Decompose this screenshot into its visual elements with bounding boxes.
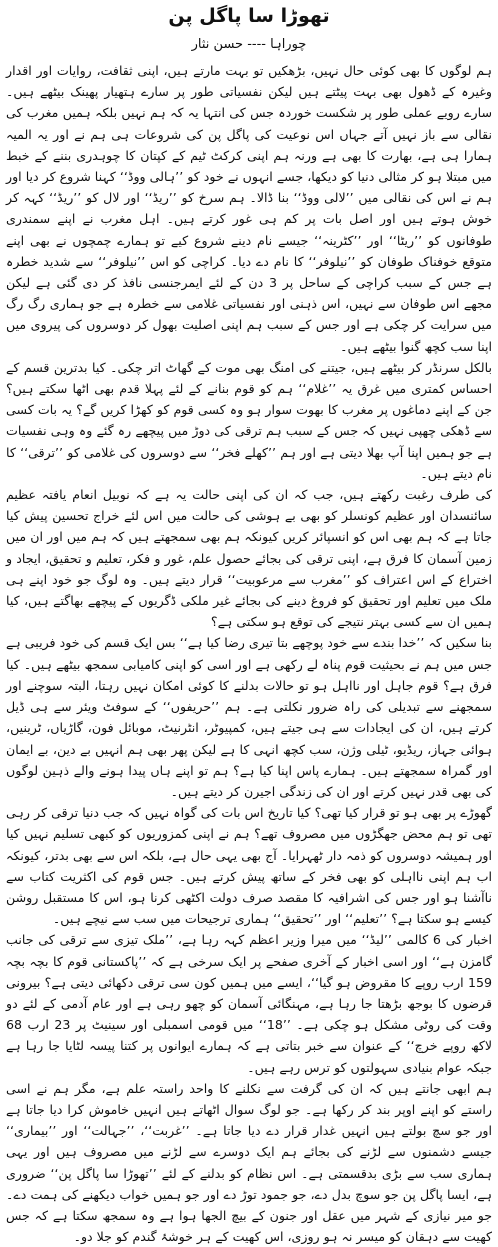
body-paragraph: بالکل سرنڈر کر بیٹھے ہیں، جیتنے کی امنگ بھی موت کے گھاٹ اتر چکی۔ کیا بدترین قسم کے احساس کمتری میں غرق یہ ’’غلام‘‘ ہم کو قوم بنانے کے لئے پہلا قدم بھی اٹھا سکتے ہیں؟ جن کے اپنے دماغوں پر مغرب کا بھوت سوار ہو وہ کسی قوم کو کھڑا کریں گے؟ یہ بات کسی سے ڈھکی چھپی نہیں کہ جس کے سبب ہم ترقی کی دوڑ میں پیچھے رہ گئے وہ وہی نفسیات ہے جو ہمیں اپنا آپ بھلا دیتی ہے اور ہم ’’کھلے فخر‘‘ سے دوسروں کی غلامی کو ’’ترقی‘‘ کا نام دیتے ہیں۔ xyxy=(6,359,492,481)
column-byline: چوراہا ---- حسن نثار xyxy=(191,37,307,52)
column-title: تھوڑا سا پاگل پن xyxy=(168,5,330,27)
body-paragraph: ہم ابھی جانتے ہیں کہ ان کی گرفت سے نکلنے کا واحد راستہ علم ہے، مگر ہم نے اسی راستے کو اپنے اوپر بند کر رکھا ہے۔ جو لوگ سوال اٹھاتے ہیں انہیں خاموش کرا دیا جاتا ہے اور جو سچ بولتے ہیں انہیں غدار قرار دے دیا جاتا ہے۔ ’’غربت‘‘، ’’جہالت‘‘ اور ’’بیماری‘‘ جیسے دشمنوں سے لڑنے کی بجائے ہم ایک دوسرے سے لڑنے میں مصروف ہیں اور یہی ہماری سب سے بڑی بدقسمتی ہے۔ اس نظام کو بدلنے کے لئے ’’تھوڑا سا پاگل پن‘‘ ضروری ہے، ایسا پاگل پن جو سوچ بدل دے، جو جمود توڑ دے اور جو ہمیں خواب دیکھنے کی ہمت دے۔ جو میر نیازی کے شہر میں عقل اور جنون کے بیچ الجھا ہوا ہے وہ سمجھ سکتا ہے کہ جس کھیت سے دہقان کو میسر نہ ہو روزی، اس کھیت کے ہر خوشۂ گندم کو جلا دو۔ xyxy=(6,1080,492,1245)
body-paragraph: کی طرف رغبت رکھتے ہیں، جب کہ ان کی اپنی حالت یہ ہے کہ نوبیل انعام یافتہ عظیم سائنسدان اور عظیم کونسلر کو بھی بے ہوشی کی حالت میں اس لئے خراج تحسین پیش کیا جاتا ہے کہ ہم بھی اس کو انسپائر کریں کیونکہ ہم بھی سمجھتے ہیں کہ ہم میں اور ان میں زمین آسمان کا فرق ہے، اپنی ترقی کی بجائے حصول علم، غور و فکر، تعلیم و تحقیق، ایجاد و اختراع کے اس اعتراف کو ’’مغرب سے مرعوبیت‘‘ قرار دیتے ہیں۔ وہ لوگ جو خود اپنے ہی ملک میں تعلیم اور تحقیق کو فروغ دینے کی بجائے غیر ملکی ڈگریوں کے پیچھے بھاگتے ہیں، کیا ہمیں ان سے کسی بہتر نتیجے کی توقع ہو سکتی ہے؟ xyxy=(6,487,492,630)
column-body xyxy=(6,60,493,1245)
body-paragraph: گھوڑے پر بھی ہو تو قرار کیا تھی؟ کیا تاریخ اس بات کی گواہ نہیں کہ جب دنیا ترقی کر رہی تھی تو ہم محض جھگڑوں میں مصروف تھے؟ ہم نے اپنی کمزوریوں کو کبھی تسلیم نہیں کیا اور ہمیشہ دوسروں کو ذمہ دار ٹھہرایا۔ آج بھی یہی حال ہے، بلکہ اس سے بھی بدتر، کیونکہ اب ہم اپنی نااہلی کو بھی فخر کے ساتھ پیش کرتے ہیں۔ جس قوم کی اکثریت کتاب سے ناآشنا ہو اور جس کی اشرافیہ کا مقصد صرف دولت اکٹھی کرنا ہو، اس کا مستقبل روشن کیسے ہو سکتا ہے؟ ’’تعلیم‘‘ اور ’’تحقیق‘‘ ہماری ترجیحات میں سب سے نیچے ہیں۔ xyxy=(6,805,492,927)
body-paragraph: بنا سکیں کہ ’’خدا بندے سے خود پوچھے بتا تیری رضا کیا ہے‘‘ بس ایک قسم کی خود فریبی ہے جس میں ہم نے بحیثیت قوم پناہ لے رکھی ہے اور اسی کو اپنی کامیابی سمجھ بیٹھے ہیں۔ کیا فرق ہے؟ قوم جاہل اور نااہل ہو تو حالات بدلنے کا کوئی امکان نہیں رہتا، البتہ سوچنے اور سمجھنے سے تبدیلی کی راہ ضرور نکلتی ہے۔ ہم ’’حریفوں‘‘ کے سوفٹ ویئر سے ہی ڈیل کرتے ہیں، ان کی ایجادات سے ہی جیتے ہیں، کمپیوٹر، انٹرنیٹ، موبائل فون، گاڑیاں، ٹرینیں، ہوائی جہاز، ریڈیو، ٹیلی وژن، سب کچھ انہی کا ہے لیکن پھر بھی ہم انہیں بے دین، بے ایمان اور گمراہ سمجھتے ہیں۔ ہمارے پاس اپنا کیا ہے؟ ہم تو اپنے ہاں پیدا ہونے والے ذہین لوگوں کی بھی قدر نہیں کرتے اور ان کی زندگی اجیرن کر دیتے ہیں۔ xyxy=(6,635,492,799)
body-paragraph: اخبار کی 6 کالمی ’’لیڈ‘‘ میں میرا وزیر اعظم کہہ رہا ہے، ’’ملک تیزی سے ترقی کی جانب گامزن ہے‘‘ اور اسی اخبار کے آخری صفحے پر ایک سرخی ہے کہ ’’پاکستانی قوم کا بچہ بچہ 159 ارب روپے کا مقروض ہو گیا‘‘، ایسے میں ہمیں کون سی ترقی دکھائی دیتی ہے؟ بیرونی قرضوں کا بوجھ بڑھتا جا رہا ہے، مہنگائی آسمان کو چھو رہی ہے اور عام آدمی کے لئے دو وقت کی روٹی مشکل ہو چکی ہے۔ ’’18‘‘ میں قومی اسمبلی اور سینیٹ پر 23 ارب 68 لاکھ روپے خرچ‘‘ کے عنوان سے خبر بتاتی ہے کہ ہمارے ایوانوں پر کتنا پیسہ لٹایا جا رہا ہے جبکہ عوام بنیادی سہولتوں کو ترس رہے ہیں۔ xyxy=(6,932,492,1075)
body-paragraph: ہم لوگوں کا بھی کوئی حال نہیں، بڑھکیں تو بہت مارتے ہیں، اپنی ثقافت، روایات اور اقدار وغیرہ کے ڈھول بھی بہت پیٹتے ہیں لیکن نفسیاتی طور پر سارے ہتھیار پھینک بیٹھے ہیں۔ سارے رویے عملی طور پر شکست خوردہ جس کی انتہا یہ کہ ہم نہیں بلکہ ہمیں مغرب کی نقالی سے باز نہیں آتے جہاں اس نوعیت کی پاگل پن کی شروعات ہی ہم نے اور یہ المیہ ہمارا ہی ہے، بھارت کا بھی ہے ورنہ ہم اپنی کرکٹ ٹیم کے کپتان کا چوہدری بننے کے خبط میں مبتلا ہو کر مثالی دنیا کو دیکھا، جسے انہوں نے خود کو ’’ہالی ووڈ‘‘ کہنا شروع کر دیا اور ہم نے اس کی نقالی میں ’’لالی ووڈ‘‘ بنا ڈالا۔ ہم سرخ کو ’’ریڈ‘‘ اور لال کو ’’ریڈ‘‘ کہہ کر خوش ہوتے ہیں اور اصل بات پر کم ہی غور کرتے ہیں۔ اہل مغرب نے اپنے سمندری طوفانوں کو ’’ریٹا‘‘ اور ’’کٹرینہ‘‘ جیسے نام دینے شروع کیے تو ہمارے چمچوں نے بھی اپنے متوقع خوفناک طوفان کو ’’نیلوفر‘‘ کا نام دے دیا۔ کراچی کو اس ’’نیلوفر‘‘ سے شدید خطرہ ہے جس کے سبب کراچی کے ساحل پر 3 دن کے لئے ایمرجنسی نافذ کر دی گئی ہے لیکن مجھے اس طوفان سے نہیں، اس ذہنی اور نفسیاتی غلامی سے خطرہ ہے جو ہماری رگ رگ میں سرایت کر چکی ہے اور جس کے سبب ہم اپنی اصلیت بھول کر دوسروں کی پیروی میں اپنا سب کچھ گنوا بیٹھے ہیں۔ xyxy=(6,63,493,354)
